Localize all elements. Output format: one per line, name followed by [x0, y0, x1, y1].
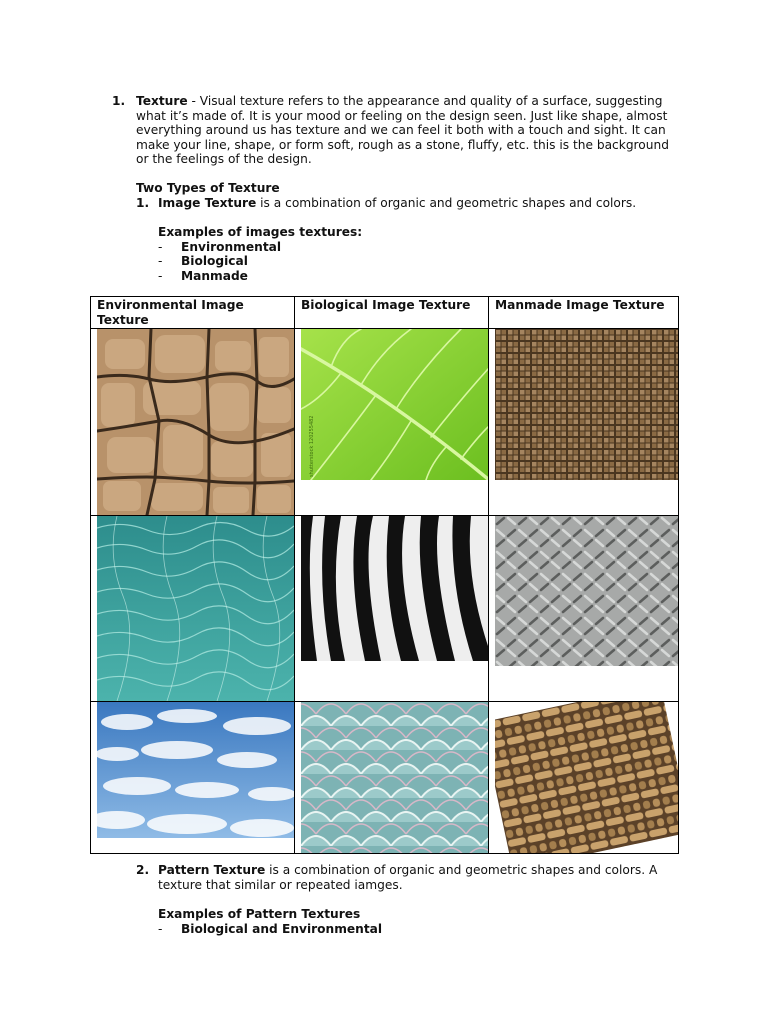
- bullet-dash: -: [158, 921, 163, 936]
- table-row: [91, 702, 679, 854]
- list-number: 1.: [136, 195, 150, 210]
- texture-term: Texture: [136, 94, 188, 108]
- bullet-dash: -: [158, 254, 163, 269]
- header-biological: Biological Image Texture: [295, 297, 489, 329]
- table-header-row: [91, 297, 679, 329]
- header-manmade: Manmade Image Texture: [489, 297, 679, 329]
- header-environmental: Environmental Image Texture: [91, 297, 295, 329]
- types-heading: Two Types of Texture: [136, 181, 280, 195]
- pattern-texture-line: texture that similar or repeated iamges.: [158, 877, 403, 892]
- pattern-texture-text: is a combination of organic and geometric shapes and colors. A: [265, 863, 658, 877]
- texture-table: [90, 296, 679, 854]
- texture-paragraph-line: make your line, shape, or form soft, rough as a stone, fluffy, etc. this is the background: [136, 137, 669, 152]
- green-leaf-image: [301, 329, 488, 480]
- woven-rattan-image: [495, 702, 678, 853]
- table-row: [91, 516, 679, 702]
- bullet-dash: -: [158, 239, 163, 254]
- list-number: 1.: [112, 94, 126, 108]
- fish-scales-image: [301, 702, 488, 853]
- cloudy-sky-image: [97, 702, 294, 838]
- list-number: 2.: [136, 863, 150, 877]
- table-row: [91, 329, 679, 516]
- water-ripple-image: [97, 516, 294, 701]
- image-texture-line: [158, 196, 636, 211]
- example-biological-environmental: Biological and Environmental: [181, 921, 383, 936]
- example-environmental: Environmental: [181, 239, 282, 254]
- metal-tread-plate-image: [495, 516, 678, 666]
- texture-paragraph-line: everything around us has texture and we can feel it both with a touch and sight. It can: [136, 123, 666, 138]
- texture-paragraph-line: or the feelings of the design.: [136, 152, 312, 167]
- bullet-dash: -: [158, 268, 163, 283]
- texture-text: - Visual texture refers to the appearance and quality of a surface, suggesting: [187, 94, 663, 108]
- zebra-stripes-image: [301, 516, 488, 661]
- image-texture-text: is a combination of organic and geometric shapes and colors.: [256, 195, 637, 210]
- pattern-texture-line: [158, 863, 657, 878]
- texture-paragraph-line: [136, 94, 662, 109]
- image-examples-heading: Examples of images textures:: [158, 225, 363, 239]
- cracked-earth-image: [97, 329, 294, 515]
- pattern-texture-term: Pattern Texture: [158, 863, 266, 877]
- image-texture-term: Image Texture: [158, 195, 257, 210]
- texture-paragraph-line: what it’s made of. It is your mood or feeling on the design seen. Just like shape, almost: [136, 108, 668, 123]
- burlap-weave-image: [495, 329, 678, 480]
- example-biological: Biological: [181, 254, 248, 269]
- example-manmade: Manmade: [181, 268, 248, 283]
- image-watermark: shutterstock 120255482: [309, 415, 315, 477]
- pattern-examples-heading: Examples of Pattern Textures: [158, 907, 361, 921]
